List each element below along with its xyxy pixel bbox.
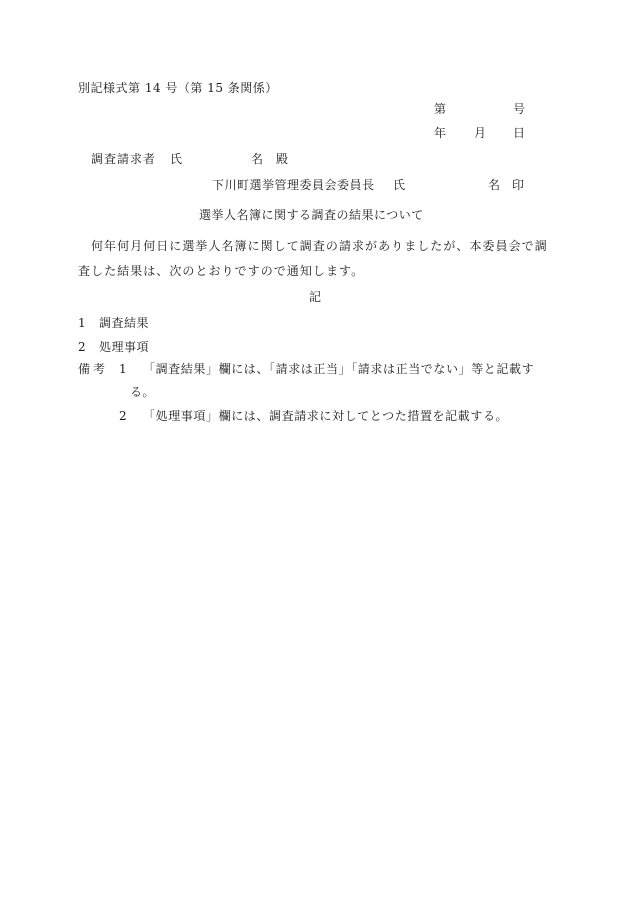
addressee-shi: 氏 — [170, 152, 183, 166]
sender-title: 下川町選挙管理委員会委員長 — [212, 178, 375, 192]
sender-mei: 名 — [488, 178, 501, 192]
sender-shi: 氏 — [393, 178, 406, 192]
remark-1-text: 「調査結果」欄には、「請求は正当」「請求は正当でない」等と記載す — [143, 362, 535, 376]
form-label: 別記様式第 14 号（第 15 条関係） — [78, 81, 278, 95]
remark-2-num: 2 — [119, 409, 128, 423]
item-2-num: 2 — [78, 340, 87, 354]
remarks-heading: 備考 — [78, 362, 109, 376]
ki-heading: 記 — [309, 290, 322, 304]
addressee-role: 調査請求者 — [91, 152, 157, 166]
date-year: 年 — [434, 126, 447, 140]
remark-1-num: 1 — [119, 362, 128, 376]
item-2-label: 処理事項 — [99, 340, 150, 354]
body-line-1: 何年何月何日に選挙人名簿に関して調査の請求がありましたが、本委員会で調 — [91, 239, 548, 253]
sender-seal: 印 — [512, 178, 525, 192]
remark-2-text: 「処理事項」欄には、調査請求に対してとつた措置を記載する。 — [143, 409, 509, 423]
number-prefix: 第 — [434, 102, 447, 116]
remark-1-continuation: る。 — [130, 385, 156, 399]
item-1-num: 1 — [78, 316, 87, 330]
date-day: 日 — [513, 126, 526, 140]
body-line-2: 査した結果は、次のとおりですので通知します。 — [78, 264, 365, 278]
subject: 選挙人名簿に関する調査の結果について — [199, 208, 424, 222]
addressee-honorific: 殿 — [276, 152, 289, 166]
addressee-mei: 名 — [251, 152, 264, 166]
date-month: 月 — [474, 126, 487, 140]
number-suffix: 号 — [513, 102, 526, 116]
item-1-label: 調査結果 — [99, 316, 150, 330]
